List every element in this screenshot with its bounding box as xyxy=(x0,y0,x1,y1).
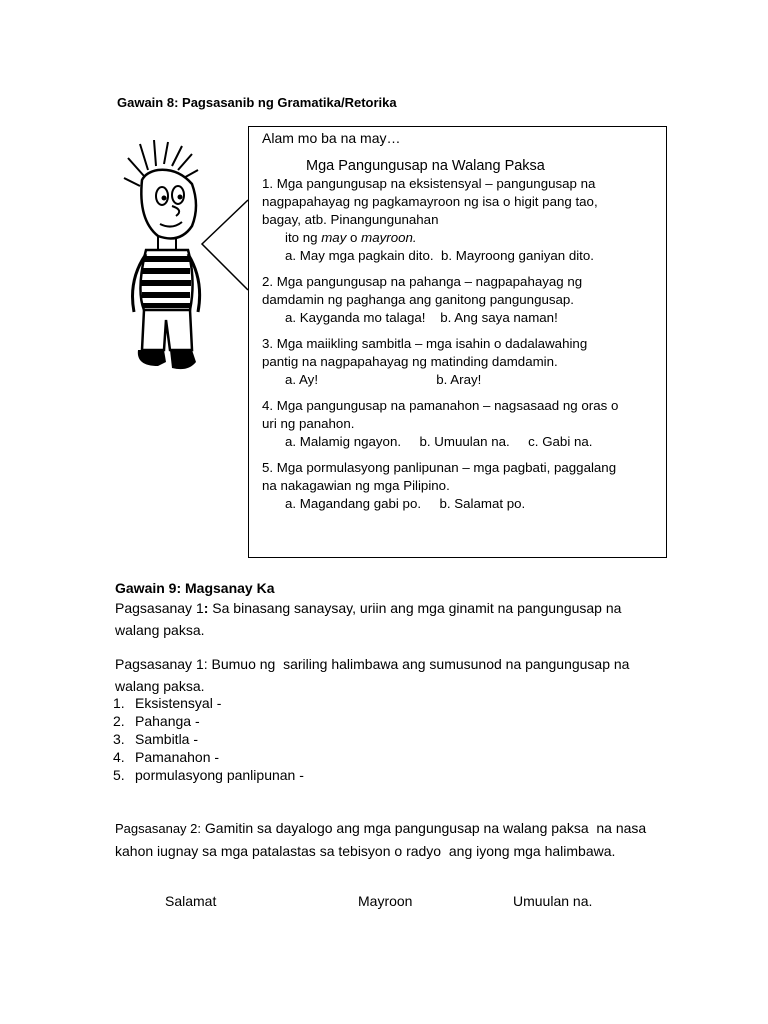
item-line: 3. Mga maiikling sambitla – mga isahin o dadalawahing xyxy=(262,336,588,351)
item-line: 1. Mga pangungusap na eksistensyal – pangungusap na xyxy=(262,176,596,191)
gawain-8-title: Gawain 8: Pagsasanib ng Gramatika/Retorika xyxy=(117,95,397,110)
box-item-5 xyxy=(262,459,662,513)
list-item: 4. Pamanahon - xyxy=(113,749,220,765)
item-line: uri ng panahon. xyxy=(262,416,355,431)
item-line: bagay, atb. Pinangungunahan xyxy=(262,212,439,227)
cartoon-boy-illustration xyxy=(118,140,250,380)
item-line: 5. Mga pormulasyong panlipunan – mga pagbati, paggalang xyxy=(262,460,617,475)
box-item-3 xyxy=(262,335,662,389)
box-heading: Alam mo ba na may… xyxy=(262,130,401,146)
item-line: na nakagawian ng mga Pilipino. xyxy=(262,478,450,493)
word-umuulan-na: Umuulan na. xyxy=(513,893,593,909)
item-note: ito ng may o mayroon. xyxy=(285,230,417,245)
box-item-1 xyxy=(262,175,662,265)
item-examples: a. Malamig ngayon. b. Umuulan na. c. Gabi na. xyxy=(285,434,593,449)
item-line: nagpapahayag ng pagkamayroon ng isa o higit pang tao, xyxy=(262,194,598,209)
pagsasanay-1b-instruction: Pagsasanay 1: Bumuo ng sariling halimbawa ang sumusunod na pangungusap na walang paksa. xyxy=(115,656,634,694)
sentence-type-list xyxy=(113,694,304,784)
gawain-9-title: Gawain 9: Magsanay Ka xyxy=(115,580,275,596)
word-mayroon: Mayroon xyxy=(358,893,413,909)
alam-mo-ba-box xyxy=(248,126,667,558)
item-line: pantig na nagpapahayag ng matinding damdamin. xyxy=(262,354,558,369)
item-line: damdamin ng paghanga ang ganitong pangungusap. xyxy=(262,292,575,307)
list-item: 3. Sambitla - xyxy=(113,731,199,747)
item-line: 4. Mga pangungusap na pamanahon – nagsasaad ng oras o xyxy=(262,398,619,413)
pagsasanay-1-instruction: Pagsasanay 1: Sa binasang sanaysay, uriin ang mga ginamit na pangungusap na walang paksa. xyxy=(115,600,626,638)
item-examples: a. May mga pagkain dito. b. Mayroong ganiyan dito. xyxy=(285,248,594,263)
box-subheading: Mga Pangungusap na Walang Paksa xyxy=(306,158,545,174)
item-line: 2. Mga pangungusap na pahanga – nagpapahayag ng xyxy=(262,274,583,289)
box-item-4 xyxy=(262,397,662,451)
list-item: 2. Pahanga - xyxy=(113,713,200,729)
word-salamat: Salamat xyxy=(165,893,217,909)
item-examples: a. Ay! b. Aray! xyxy=(285,372,482,387)
item-examples: a. Kayganda mo talaga! b. Ang saya naman! xyxy=(285,310,558,325)
list-item: 1. Eksistensyal - xyxy=(113,695,222,711)
list-item: 5. pormulasyong panlipunan - xyxy=(113,767,304,783)
box-item-2 xyxy=(262,273,662,327)
item-examples: a. Magandang gabi po. b. Salamat po. xyxy=(285,496,526,511)
pagsasanay-2-instruction: Pagsasanay 2: Gamitin sa dayalogo ang mga pangungusap na walang paksa na nasa kahon iugnay sa mga patalastas sa tebisyon o radyo ang iyong mga halimbawa. xyxy=(115,820,651,859)
